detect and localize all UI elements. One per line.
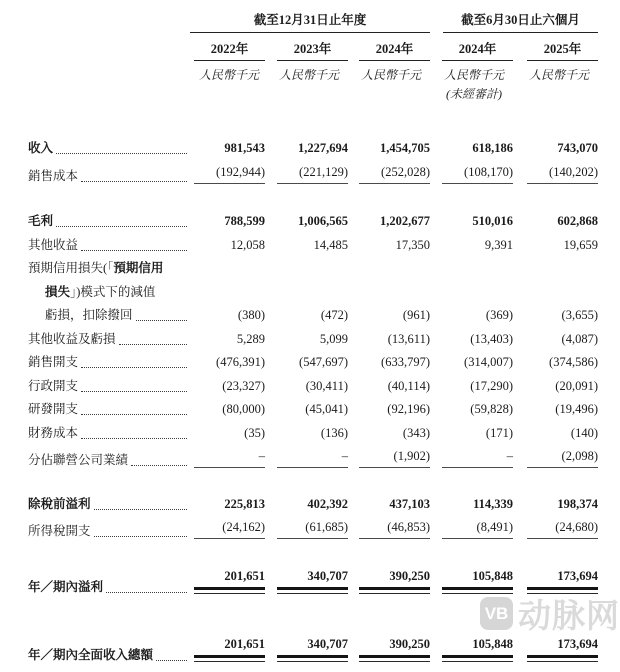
unit-label: 人民幣千元 [528, 68, 589, 82]
cell-value: (17,290) [470, 378, 513, 393]
cell-value: 743,070 [557, 141, 598, 155]
row-label: 收入 [28, 141, 54, 155]
cell-value: (19,496) [555, 402, 598, 416]
dot-leader [81, 181, 187, 182]
dot-leader [94, 536, 187, 537]
cell-value: (369) [485, 308, 513, 322]
cell-value: 114,339 [473, 496, 513, 511]
cell-value: (13,611) [387, 331, 430, 346]
watermark-text: 动脉网 [518, 597, 620, 634]
table-row-income-tax [28, 520, 600, 539]
table-row-admin-expenses [28, 379, 600, 394]
cell-value: – [506, 449, 513, 463]
cell-value: (2,098) [561, 449, 598, 463]
unit-label: 人民幣千元 [278, 68, 339, 82]
unit-label: 人民幣千元 [443, 68, 504, 82]
dot-leader [106, 592, 187, 593]
cell-value: 17,350 [395, 237, 430, 252]
cell-value: 14,485 [313, 237, 348, 252]
dot-leader [136, 320, 187, 321]
table-row-rd-expenses [28, 402, 600, 417]
cell-value: 19,659 [563, 237, 598, 252]
dot-leader [56, 226, 187, 227]
row-label: 年／期內全面收入總額 [28, 648, 154, 662]
dot-leader [56, 153, 187, 154]
dot-leader [81, 250, 187, 251]
cell-value: 510,016 [472, 214, 513, 228]
ecl-label-line-1 [28, 261, 600, 276]
cell-value: (92,196) [387, 402, 430, 416]
table-row-profit-for-period [28, 569, 600, 595]
cell-value: (633,797) [381, 355, 430, 369]
row-label: 所得稅開支 [28, 524, 91, 538]
table-row-ecl-impairment [28, 308, 600, 323]
cell-value: 1,202,677 [380, 214, 430, 228]
period-header-row [28, 10, 600, 33]
row-label: 其他收益 [28, 237, 79, 252]
dot-leader [119, 344, 187, 345]
year-col-2024-interim: 2024年 [442, 39, 513, 61]
cell-value: 1,006,565 [298, 214, 348, 228]
row-label: 行政開支 [28, 378, 79, 393]
cell-value: 198,374 [557, 496, 598, 511]
income-statement-table [28, 10, 600, 672]
cell-value: 105,848 [472, 568, 513, 583]
row-label: 其他收益及虧損 [28, 331, 116, 346]
cell-value: (472) [320, 308, 348, 322]
cell-value: 602,868 [557, 214, 598, 228]
period-interim-header: 截至6月30日止六個月 [443, 10, 598, 33]
cell-value: 105,848 [472, 637, 513, 651]
dot-leader [94, 509, 187, 510]
table-row-revenue [28, 141, 600, 156]
cell-value: (136) [320, 425, 348, 440]
unaudited-note: (未經審計) [446, 87, 502, 101]
cell-value: (547,697) [299, 355, 348, 369]
cell-value: (374,586) [549, 355, 598, 369]
unit-header-row [28, 61, 600, 83]
cell-value: (24,680) [555, 520, 598, 534]
row-label: 財務成本 [28, 425, 79, 440]
cell-value: – [258, 449, 265, 463]
cell-value: (45,041) [305, 402, 348, 416]
table-row-finance-costs [28, 426, 600, 441]
table-row-gross-profit [28, 214, 600, 229]
table-row-other-gains-losses [28, 332, 600, 347]
cell-value: (140) [570, 425, 598, 440]
cell-value: (40,114) [387, 378, 430, 393]
year-col-2023: 2023年 [277, 39, 348, 61]
cell-value: 981,543 [224, 141, 265, 155]
dot-leader [81, 391, 187, 392]
cell-value: (171) [485, 425, 513, 440]
cell-value: 173,694 [557, 637, 598, 651]
cell-value: 340,707 [307, 637, 348, 651]
cell-value: 1,227,694 [298, 141, 348, 155]
cell-value: (24,162) [222, 520, 265, 534]
unit-label: 人民幣千元 [198, 68, 259, 82]
period-annual-header: 截至12月31日止年度 [190, 10, 430, 33]
table-row-profit-before-tax [28, 497, 600, 512]
cell-value: 12,058 [230, 237, 265, 252]
cell-value: (3,655) [561, 308, 598, 322]
cell-value: (1,902) [393, 449, 430, 463]
row-label: 除稅前溢利 [28, 496, 91, 511]
vcbeat-logo-icon: VB [480, 597, 513, 630]
unit-label: 人民幣千元 [360, 68, 421, 82]
cell-value: (30,411) [305, 378, 348, 393]
cell-value: (380) [237, 308, 265, 322]
cell-value: (140,202) [549, 164, 598, 179]
cell-value: (221,129) [299, 164, 348, 179]
row-label: 年／期內溢利 [28, 579, 104, 594]
table-row-cost-of-sales [28, 165, 600, 184]
year-col-2025: 2025年 [527, 39, 598, 61]
cell-value: 1,454,705 [380, 141, 430, 155]
year-col-2024: 2024年 [359, 39, 430, 61]
cell-value: (314,007) [464, 355, 513, 369]
cell-value: 340,707 [307, 568, 348, 583]
cell-value: 618,186 [472, 141, 513, 155]
cell-value: 173,694 [557, 568, 598, 583]
cell-value: (80,000) [222, 402, 265, 416]
unaudited-row [28, 83, 600, 102]
table-row-other-income [28, 238, 600, 253]
row-label: 」)模式下的減值 [70, 284, 156, 299]
cell-value: (4,087) [561, 331, 598, 346]
table-row-total-comprehensive-income [28, 637, 600, 663]
cell-value: (13,403) [470, 331, 513, 346]
dot-leader [156, 660, 187, 661]
dot-leader [81, 438, 187, 439]
cell-value: 201,651 [224, 568, 265, 583]
row-label: 銷售開支 [28, 355, 79, 369]
cell-value: (20,091) [555, 378, 598, 393]
row-label: 毛利 [28, 214, 54, 228]
cell-value: (46,853) [387, 520, 430, 534]
dot-leader [81, 367, 187, 368]
cell-value: – [341, 449, 348, 463]
cell-value: 201,651 [224, 637, 265, 651]
cell-value: (108,170) [464, 164, 513, 179]
cell-value: (192,944) [216, 164, 265, 179]
cell-value: (8,491) [476, 520, 513, 534]
row-label: 研發開支 [28, 402, 79, 416]
cell-value: (343) [402, 425, 430, 440]
cell-value: (252,028) [381, 164, 430, 179]
cell-value: 788,599 [224, 214, 265, 228]
cell-value: (61,685) [305, 520, 348, 534]
row-label: 預期信用損失(「 [28, 261, 114, 275]
year-col-2022: 2022年 [194, 39, 265, 61]
cell-value: 225,813 [224, 496, 265, 511]
dot-leader [131, 465, 187, 466]
dot-leader [81, 414, 187, 415]
cell-value: (961) [402, 308, 430, 322]
row-label: 銷售成本 [28, 168, 79, 183]
year-header-row [28, 33, 600, 61]
cell-value: (35) [244, 425, 265, 440]
cell-value: 390,250 [389, 637, 430, 651]
cell-value: 5,099 [319, 331, 348, 346]
cell-value: (23,327) [222, 378, 265, 393]
ecl-label-line-2 [28, 285, 600, 300]
cell-value: 402,392 [307, 496, 348, 511]
row-label-defined-term: 損失 [45, 284, 71, 299]
cell-value: 437,103 [389, 496, 430, 511]
cell-value: 9,391 [484, 237, 513, 252]
table-row-share-of-associates [28, 449, 600, 468]
cell-value: (476,391) [216, 355, 265, 369]
cell-value: 390,250 [389, 568, 430, 583]
cell-value: 5,289 [236, 331, 265, 346]
table-row-selling-expenses [28, 355, 600, 370]
cell-value: (59,828) [470, 402, 513, 416]
row-label: 分佔聯營公司業績 [28, 453, 129, 467]
row-label: 虧損，扣除撥回 [45, 308, 133, 322]
row-label-defined-term: 預期信用 [113, 261, 164, 275]
